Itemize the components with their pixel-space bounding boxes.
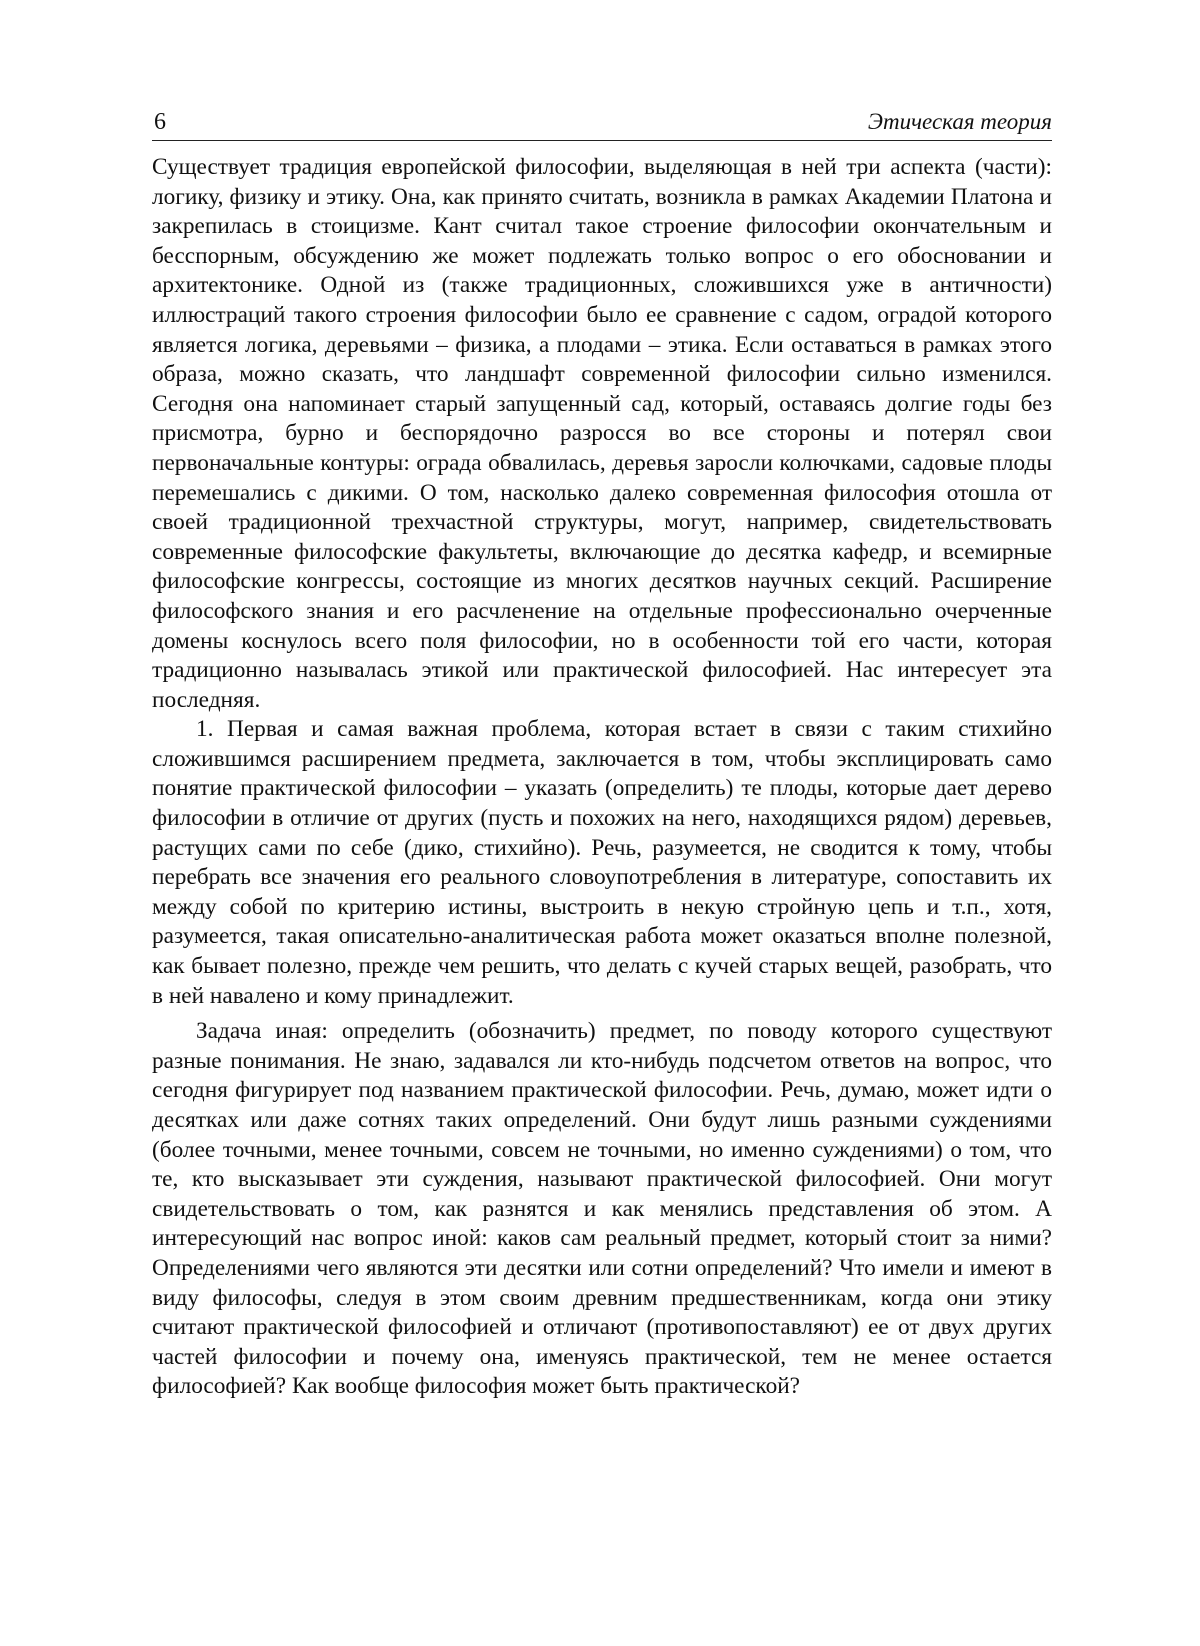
running-header	[152, 104, 1052, 141]
book-page	[152, 0, 1052, 1646]
paragraph-point-1: 1. Первая и самая важная проблема, которая встает в связи с таким стихийно сложившимся расширением предмета, заключается в том, чтобы эксплицировать само понятие практической философии – указать (определить) те плоды, которые дает дерево философии в отличие от других (пусть и похожих на него, находящихся рядом) деревьев, растущих сами по себе (дико, стихийно). Речь, разумеется, не сводится к тому, чтобы перебрать все значения его реального словоупотребления в литературе, сопоставить их между собой по критерию истины, выстроить в некую стройную цепь и т.п., хотя, разумеется, такая описательно-аналитическая работа может оказаться вполне полезной, как бывает полезно, прежде чем решить, что делать с кучей старых вещей, разобрать, что в ней навалено и кому принадлежит.	[152, 716, 1052, 1009]
running-section-title: Этическая теория	[867, 109, 1052, 134]
body-text	[152, 153, 1052, 1402]
page-number: 6	[154, 109, 166, 135]
paragraph-task: Задача иная: определить (обозначить) предмет, по поводу которого существуют разные понимания. Не знаю, задавался ли кто-нибудь подсчетом ответов на вопрос, что сегодня фигурирует под названием практической философии. Речь, думаю, может идти о десятках или даже сотнях таких определений. Они будут лишь разными суждениями (более точными, менее точными, совсем не точными, но именно суждениями) о том, что те, кто высказывает эти суждения, называют практической философией. Они могут свидетельствовать о том, как разнятся и как менялись представления об этом. А интересующий нас вопрос иной: каков сам реальный предмет, который стоит за ними? Определениями чего являются эти десятки или сотни определений? Что имели и имеют в виду философы, следуя в этом своим древним предшественникам, когда они этику считают практической философией и отличают (противопоставляют) ее от двух других частей философии и почему она, именуясь практической, тем не менее остается философией? Как вообще философия может быть практической?	[152, 1018, 1052, 1400]
paragraph-intro: Существует традиция европейской философии, выделяющая в ней три аспекта (части): логику, физику и этику. Она, как принято считать, возникла в рамках Академии Платона и закрепилась в стоицизме. Кант считал такое строение философии окончательным и бесспорным, обсуждению же может подлежать только вопрос о его обосновании и архитектонике. Одной из (также традиционных, сложившихся уже в античности) иллюстраций такого строения философии было ее сравнение с садом, оградой которого является логика, деревьями – физика, а плодами – этика. Если оставаться в рамках этого образа, можно сказать, что ландшафт современной философии сильно изменился. Сегодня она напоминает старый запущенный сад, который, оставаясь долгие годы без присмотра, бурно и беспорядочно разросся во все стороны и потерял свои первоначальные контуры: ограда обвалилась, деревья заросли колючками, садовые плоды перемешались с дикими. О том, насколько далеко современная философия отошла от своей традиционной трехчастной структуры, могут, например, свидетельствовать современные философские факультеты, включающие до десятка кафедр, и всемирные философские конгрессы, состоящие из многих десятков научных секций. Расширение философского знания и его расчленение на отдельные профессионально очерченные домены коснулось всего поля философии, но в особенности той его части, которая традиционно называлась этикой или практической философией. Нас интересует эта последняя.	[152, 154, 1052, 713]
